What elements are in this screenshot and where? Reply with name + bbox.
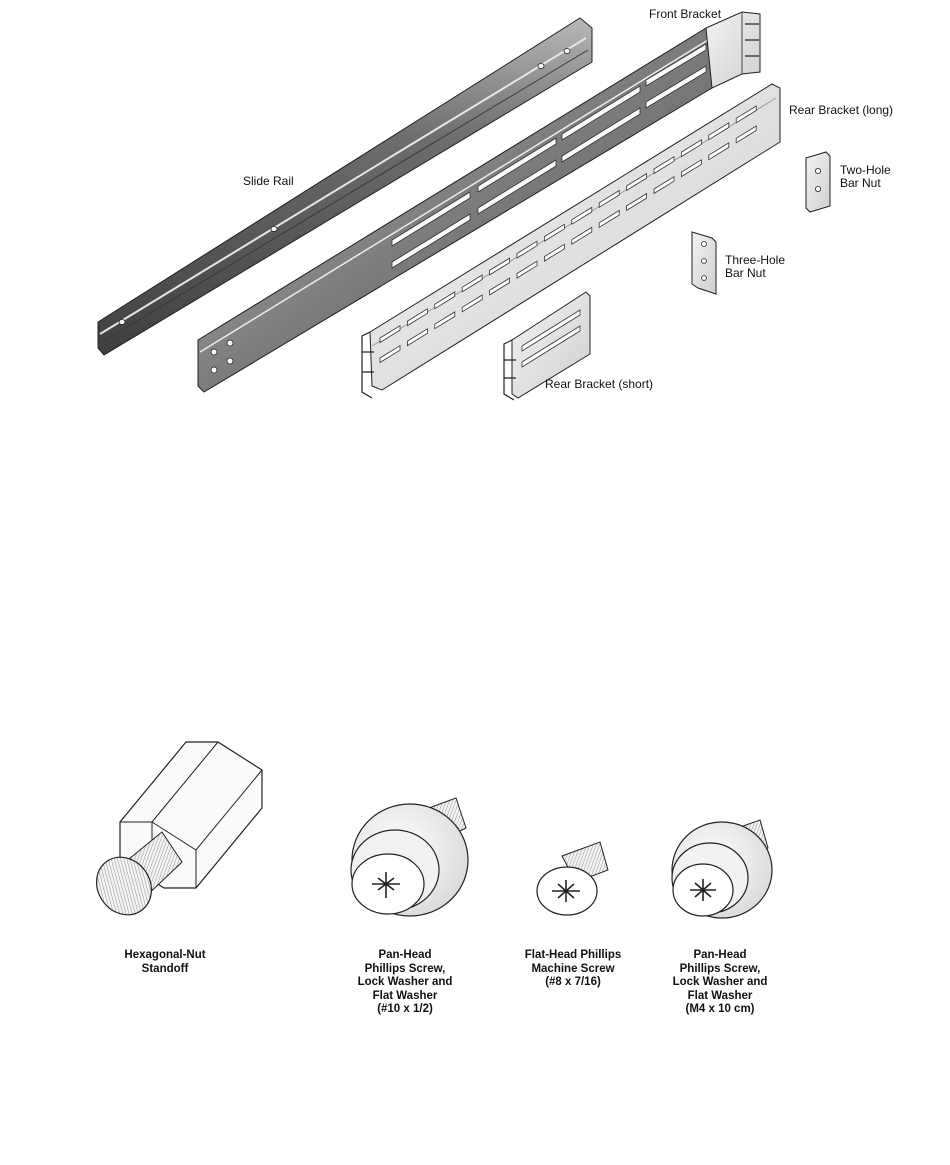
two-hole-bar-nut bbox=[806, 152, 830, 212]
three-hole-bar-nut bbox=[692, 232, 716, 294]
caption-line: Pan-Head bbox=[378, 949, 432, 961]
caption-line: Hexagonal-Nut bbox=[124, 949, 206, 961]
pan-head-screw-10-caption bbox=[345, 949, 465, 1017]
pan-head-screw-m4 bbox=[672, 820, 772, 918]
caption-line: (M4 x 10 cm) bbox=[685, 1003, 755, 1015]
three-hole-bar-nut-line-1: Three-Hole bbox=[725, 253, 786, 267]
front-bracket-label: Front Bracket bbox=[649, 7, 722, 21]
caption-line: (#8 x 7/16) bbox=[545, 976, 601, 988]
caption-line: Machine Screw bbox=[531, 962, 615, 975]
two-hole-bar-nut-line-1: Two-Hole bbox=[840, 163, 891, 177]
pan-head-screw-m4-caption bbox=[660, 949, 780, 1017]
caption-line: Flat-Head Phillips bbox=[524, 949, 622, 961]
flat-head-screw-8-caption bbox=[513, 949, 633, 990]
rear-bracket-long-label: Rear Bracket (long) bbox=[789, 103, 894, 117]
caption-line: Pan-Head bbox=[693, 949, 747, 961]
caption-line: Lock Washer and bbox=[357, 976, 453, 988]
caption-line: Flat Washer bbox=[372, 989, 438, 1002]
caption-line: Phillips Screw, bbox=[679, 962, 761, 975]
flat-head-screw-8 bbox=[537, 842, 608, 915]
slide-rail-label: Slide Rail bbox=[243, 174, 294, 188]
caption-line: Lock Washer and bbox=[672, 976, 768, 988]
caption-line: (#10 x 1/2) bbox=[377, 1003, 433, 1015]
three-hole-bar-nut-line-2: Bar Nut bbox=[725, 266, 766, 280]
hex-standoff bbox=[85, 742, 262, 925]
rear-bracket-short-label: Rear Bracket (short) bbox=[545, 377, 654, 391]
two-hole-bar-nut-label bbox=[840, 164, 891, 190]
caption-line: Phillips Screw, bbox=[364, 962, 446, 975]
pan-head-screw-10 bbox=[351, 798, 468, 916]
three-hole-bar-nut-label bbox=[725, 254, 785, 280]
two-hole-bar-nut-line-2: Bar Nut bbox=[840, 176, 881, 190]
hex-standoff-caption bbox=[110, 949, 220, 976]
caption-line: Standoff bbox=[141, 962, 189, 975]
caption-line: Flat Washer bbox=[687, 989, 753, 1002]
